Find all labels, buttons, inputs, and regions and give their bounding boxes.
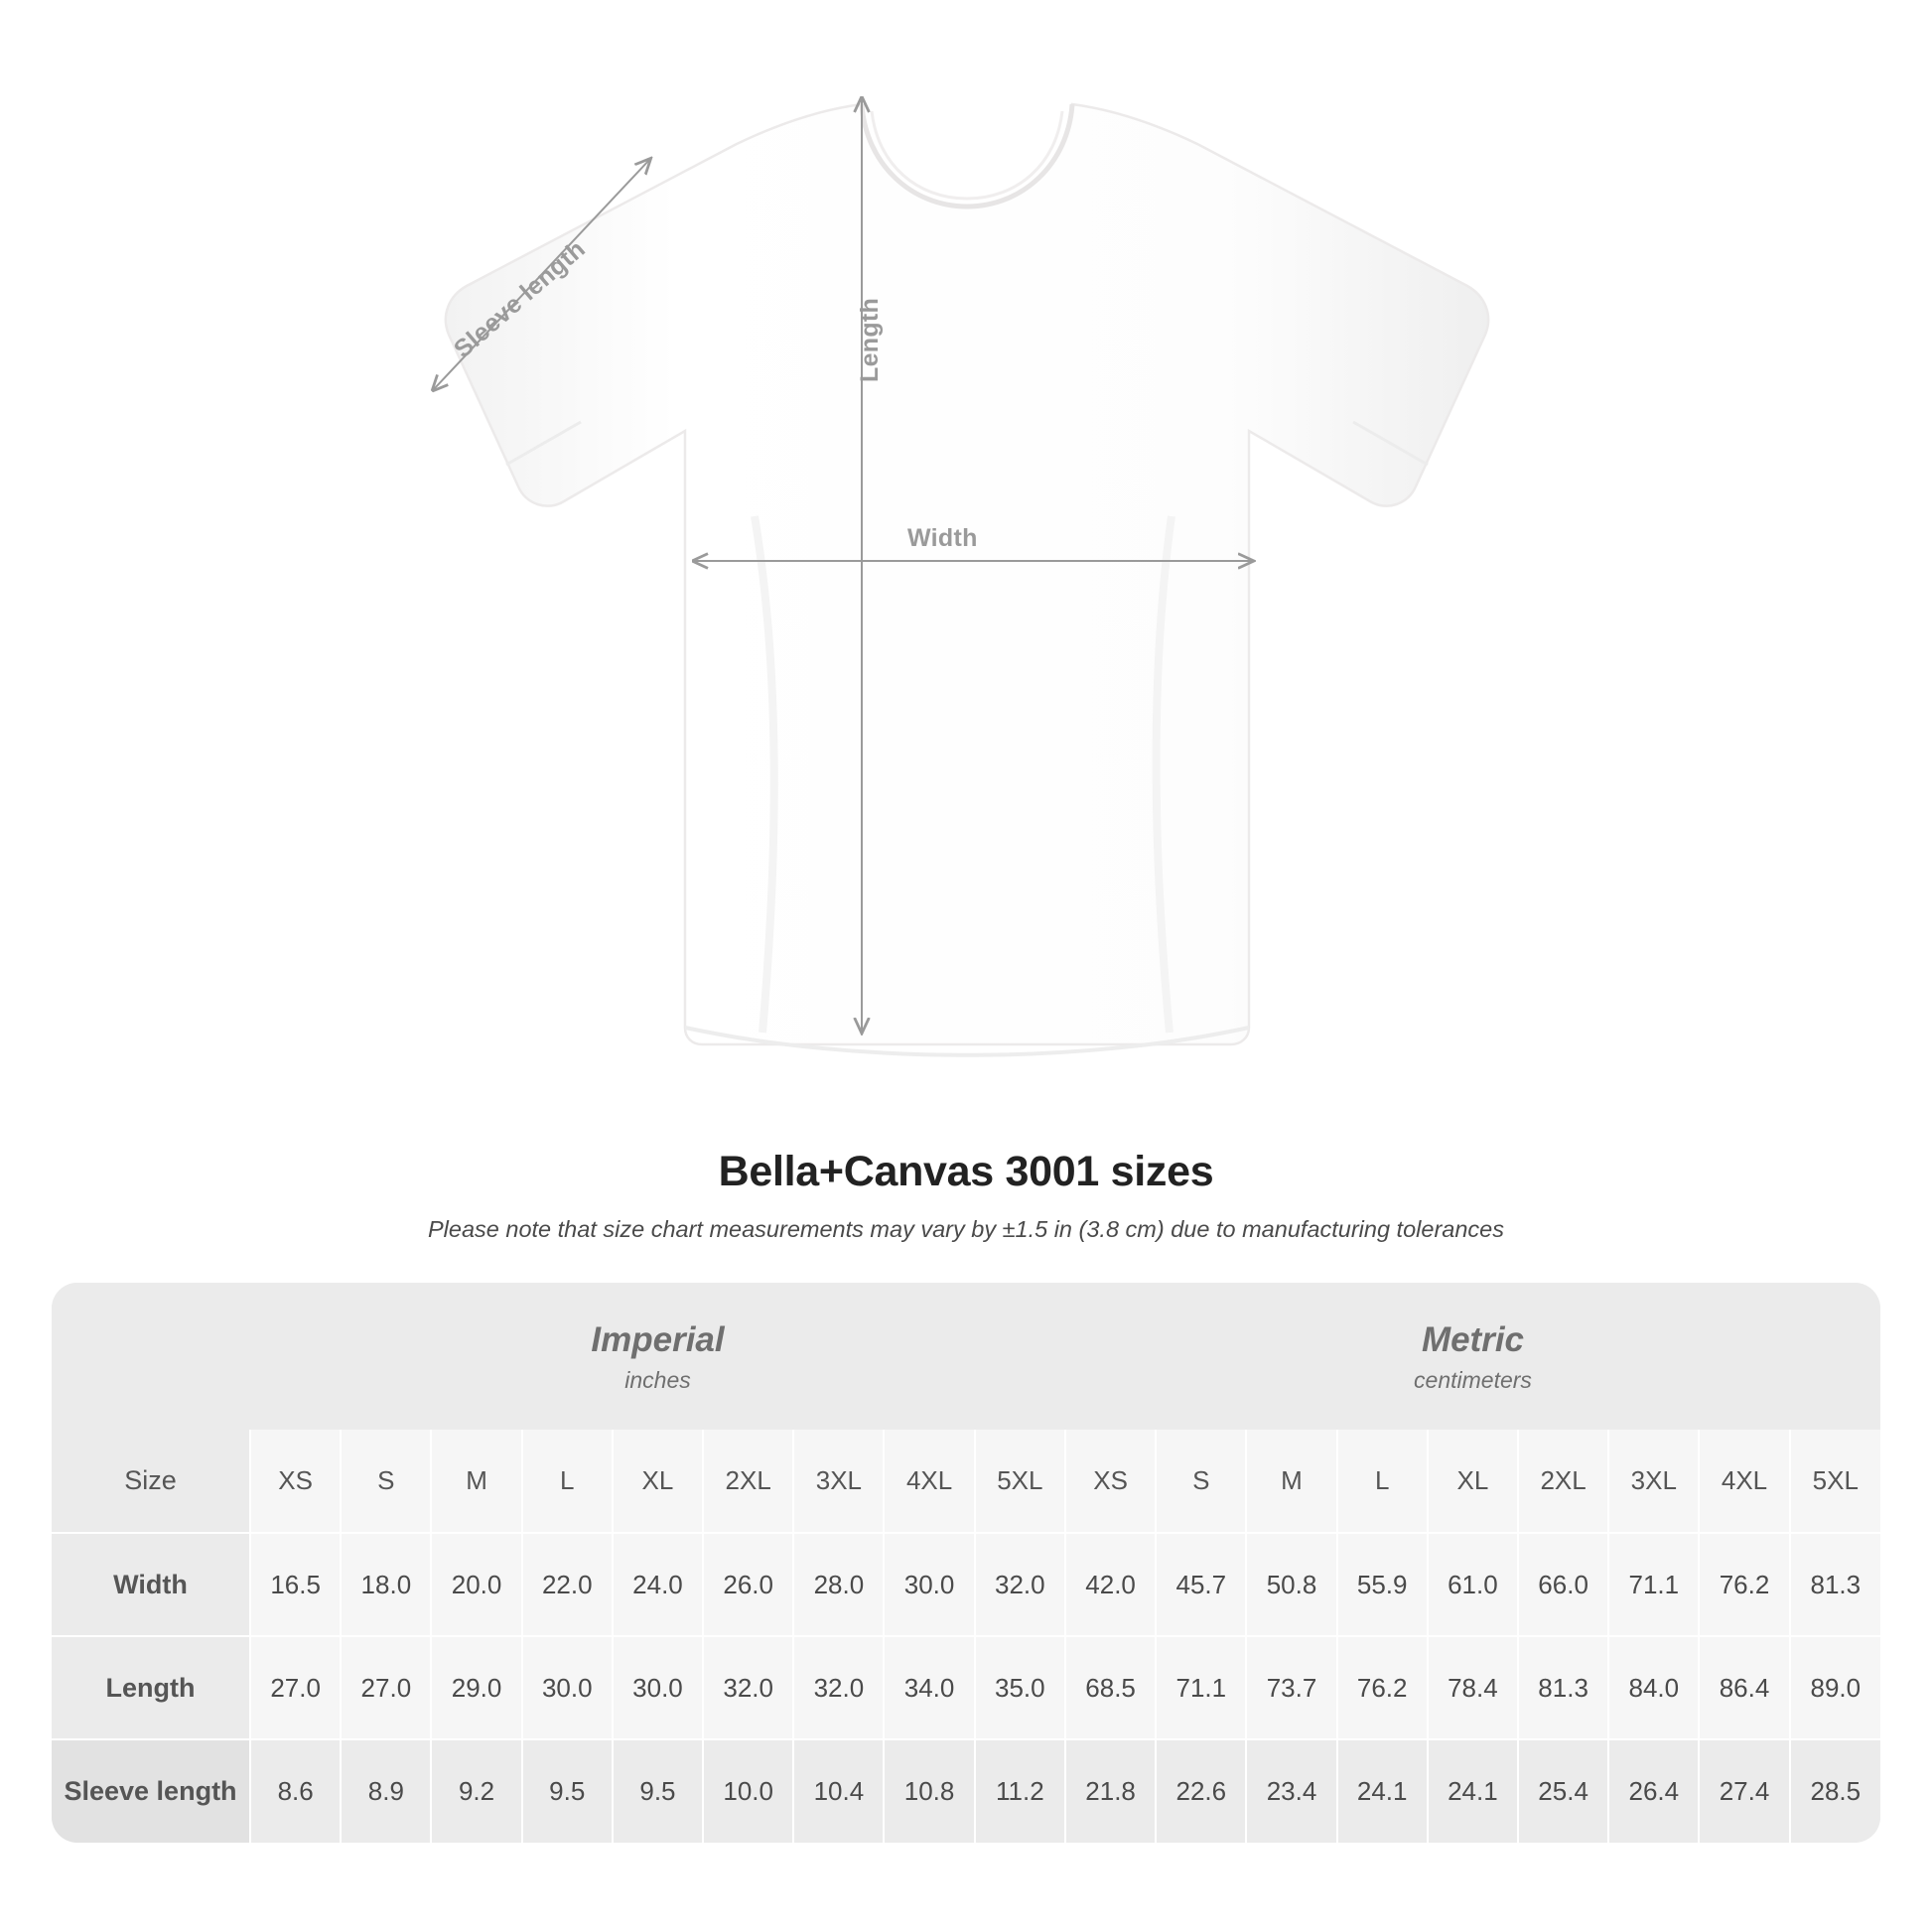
cell-length: 30.0 <box>522 1636 613 1739</box>
size-row-label: Size <box>52 1430 250 1533</box>
cell-sleeve: 9.2 <box>431 1739 521 1843</box>
size-header-cell: L <box>1337 1430 1428 1533</box>
cell-length: 81.3 <box>1518 1636 1608 1739</box>
cell-width: 26.0 <box>703 1533 793 1636</box>
cell-width: 32.0 <box>975 1533 1065 1636</box>
cell-width: 22.0 <box>522 1533 613 1636</box>
cell-length: 86.4 <box>1699 1636 1789 1739</box>
unit-header-metric <box>1065 1283 1880 1430</box>
sleeve-dimension-label: Sleeve length <box>449 234 591 364</box>
shirt-shape <box>446 104 1488 1055</box>
title-block <box>0 1148 1932 1243</box>
cell-width: 16.5 <box>250 1533 341 1636</box>
cell-sleeve: 10.8 <box>884 1739 974 1843</box>
size-header-cell: 5XL <box>975 1430 1065 1533</box>
cell-length: 27.0 <box>341 1636 431 1739</box>
size-header-cell: 4XL <box>884 1430 974 1533</box>
cell-sleeve: 24.1 <box>1337 1739 1428 1843</box>
unit-metric-sublabel: centimeters <box>1414 1367 1532 1394</box>
cell-width: 66.0 <box>1518 1533 1608 1636</box>
cell-width: 50.8 <box>1246 1533 1336 1636</box>
cell-length: 76.2 <box>1337 1636 1428 1739</box>
cell-length: 27.0 <box>250 1636 341 1739</box>
unit-header-imperial <box>250 1283 1065 1430</box>
cell-length: 32.0 <box>793 1636 884 1739</box>
cell-width: 30.0 <box>884 1533 974 1636</box>
size-header-cell: XS <box>250 1430 341 1533</box>
size-header-cell: 5XL <box>1790 1430 1880 1533</box>
cell-length: 78.4 <box>1428 1636 1518 1739</box>
cell-width: 71.1 <box>1608 1533 1699 1636</box>
cell-sleeve: 24.1 <box>1428 1739 1518 1843</box>
cell-length: 30.0 <box>613 1636 703 1739</box>
cell-sleeve: 25.4 <box>1518 1739 1608 1843</box>
size-header-cell: 2XL <box>1518 1430 1608 1533</box>
cell-width: 24.0 <box>613 1533 703 1636</box>
size-table <box>52 1283 1880 1843</box>
size-header-cell: XL <box>1428 1430 1518 1533</box>
cell-width: 76.2 <box>1699 1533 1789 1636</box>
size-header-cell: XS <box>1065 1430 1156 1533</box>
cell-width: 81.3 <box>1790 1533 1880 1636</box>
size-header-cell: S <box>1156 1430 1246 1533</box>
cell-length: 35.0 <box>975 1636 1065 1739</box>
cell-sleeve: 8.6 <box>250 1739 341 1843</box>
cell-width: 18.0 <box>341 1533 431 1636</box>
cell-sleeve: 9.5 <box>522 1739 613 1843</box>
cell-sleeve: 21.8 <box>1065 1739 1156 1843</box>
cell-sleeve: 23.4 <box>1246 1739 1336 1843</box>
size-header-cell: S <box>341 1430 431 1533</box>
cell-length: 32.0 <box>703 1636 793 1739</box>
cell-sleeve: 26.4 <box>1608 1739 1699 1843</box>
page-title: Bella+Canvas 3001 sizes <box>718 1148 1214 1195</box>
table-row <box>52 1533 1880 1636</box>
cell-width: 45.7 <box>1156 1533 1246 1636</box>
size-header-cell: M <box>1246 1430 1336 1533</box>
cell-width: 61.0 <box>1428 1533 1518 1636</box>
cell-width: 20.0 <box>431 1533 521 1636</box>
cell-length: 89.0 <box>1790 1636 1880 1739</box>
unit-imperial-label: Imperial <box>591 1319 725 1359</box>
cell-sleeve: 11.2 <box>975 1739 1065 1843</box>
size-header-cell: M <box>431 1430 521 1533</box>
size-header-cell: L <box>522 1430 613 1533</box>
cell-sleeve: 10.4 <box>793 1739 884 1843</box>
cell-width: 28.0 <box>793 1533 884 1636</box>
cell-length: 71.1 <box>1156 1636 1246 1739</box>
width-dimension-label: Width <box>907 524 978 552</box>
cell-sleeve: 22.6 <box>1156 1739 1246 1843</box>
table-row <box>52 1739 1880 1843</box>
row-label-sleeve-length: Sleeve length <box>52 1739 250 1843</box>
cell-sleeve: 27.4 <box>1699 1739 1789 1843</box>
size-header-row <box>52 1430 1880 1533</box>
size-header-cell: 3XL <box>793 1430 884 1533</box>
unit-header-spacer <box>52 1283 250 1430</box>
cell-sleeve: 28.5 <box>1790 1739 1880 1843</box>
cell-sleeve: 10.0 <box>703 1739 793 1843</box>
row-label-width: Width <box>52 1533 250 1636</box>
cell-width: 55.9 <box>1337 1533 1428 1636</box>
size-header-cell: 3XL <box>1608 1430 1699 1533</box>
cell-sleeve: 8.9 <box>341 1739 431 1843</box>
cell-length: 84.0 <box>1608 1636 1699 1739</box>
size-header-cell: 2XL <box>703 1430 793 1533</box>
cell-width: 42.0 <box>1065 1533 1156 1636</box>
unit-metric-label: Metric <box>1421 1319 1525 1359</box>
table-row <box>52 1636 1880 1739</box>
unit-header-row <box>52 1283 1880 1430</box>
size-header-cell: XL <box>613 1430 703 1533</box>
row-label-length: Length <box>52 1636 250 1739</box>
size-header-cell: 4XL <box>1699 1430 1789 1533</box>
cell-length: 68.5 <box>1065 1636 1156 1739</box>
length-dimension-label: Length <box>856 297 884 382</box>
cell-sleeve: 9.5 <box>613 1739 703 1843</box>
cell-length: 29.0 <box>431 1636 521 1739</box>
tolerance-note: Please note that size chart measurements may vary by ±1.5 in (3.8 cm) due to manufacturing tolerances <box>428 1216 1504 1242</box>
unit-imperial-sublabel: inches <box>624 1367 691 1394</box>
cell-length: 34.0 <box>884 1636 974 1739</box>
size-table-container <box>52 1283 1880 1843</box>
cell-length: 73.7 <box>1246 1636 1336 1739</box>
